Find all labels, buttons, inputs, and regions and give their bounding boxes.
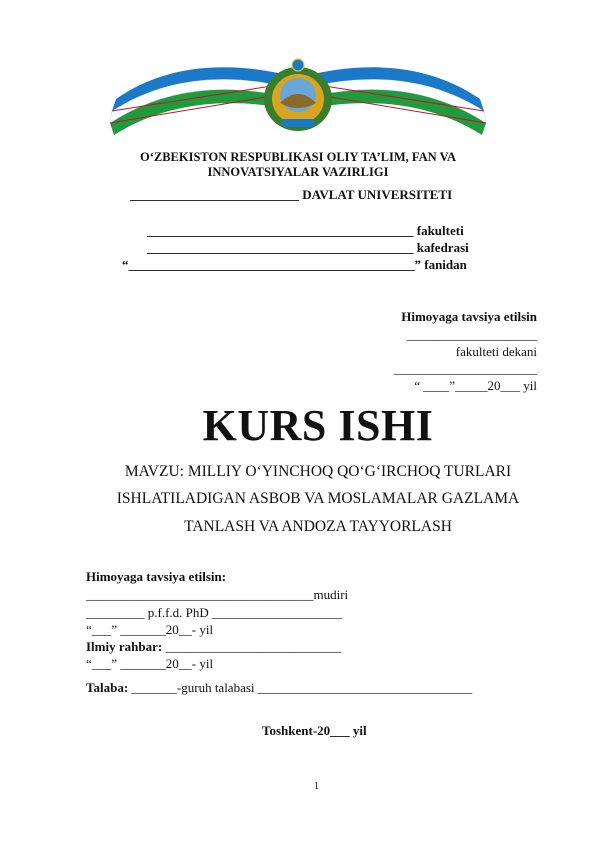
topic-line-2: ISHLATILADIGAN ASBOB VA MOSLAMALAR GAZLAMA <box>116 490 520 507</box>
city-year: Toshkent-20___ yil <box>262 723 367 738</box>
subject-line: “____________________________________________” fanidan <box>122 257 467 272</box>
university-line: __________________________ DAVLAT UNIVERSITETI <box>130 187 453 202</box>
approval-title: Himoyaga tavsiya etilsin <box>401 309 537 324</box>
ministry-name <box>0 150 596 180</box>
student-label: Talaba: <box>86 680 129 695</box>
supervisor-label: Ilmiy rahbar: <box>86 639 163 654</box>
approval-date: “ ____”_____20___ yil <box>414 378 537 393</box>
student-row <box>86 680 472 696</box>
approval-signature-line: ____________________ <box>407 327 537 342</box>
topic-line-1: MAVZU: MILLIY O‘YINCHOQ QO‘G‘IRCHOQ TURLARI <box>124 463 512 480</box>
date-line-2: “___” _______20__- yil <box>86 656 214 671</box>
ministry-line-2: INNOVATSIYALAR VAZIRLIGI <box>207 165 389 179</box>
document-title: KURS ISHI <box>202 401 434 450</box>
supervisor-line: ___________________________ <box>162 639 341 654</box>
state-emblem-logo <box>108 55 488 135</box>
faculty-line: _________________________________________ fakulteti <box>147 223 464 238</box>
recommend-label: Himoyaga tavsiya etilsin: <box>86 569 227 584</box>
supervisor-row <box>86 639 341 655</box>
student-line: _______-guruh talabasi _________________________________ <box>128 680 473 695</box>
date-line-1: “___” _______20__- yil <box>86 622 214 637</box>
dean-signature-line: ______________________ <box>394 361 537 376</box>
ministry-line-1: O‘ZBEKISTON RESPUBLIKASI OLIY TA’LIM, FAN VA <box>139 150 457 164</box>
head-of-department-line: ___________________________________mudiri <box>86 587 349 602</box>
dean-label: fakulteti dekani <box>455 344 537 359</box>
degree-line: _________ p.f.f.d. PhD ____________________ <box>86 605 343 620</box>
department-line: _________________________________________ kafedrasi <box>147 240 469 255</box>
topic-line-3: TANLASH VA ANDOZA TAYYORLASH <box>184 518 452 535</box>
page-number: 1 <box>314 781 319 792</box>
